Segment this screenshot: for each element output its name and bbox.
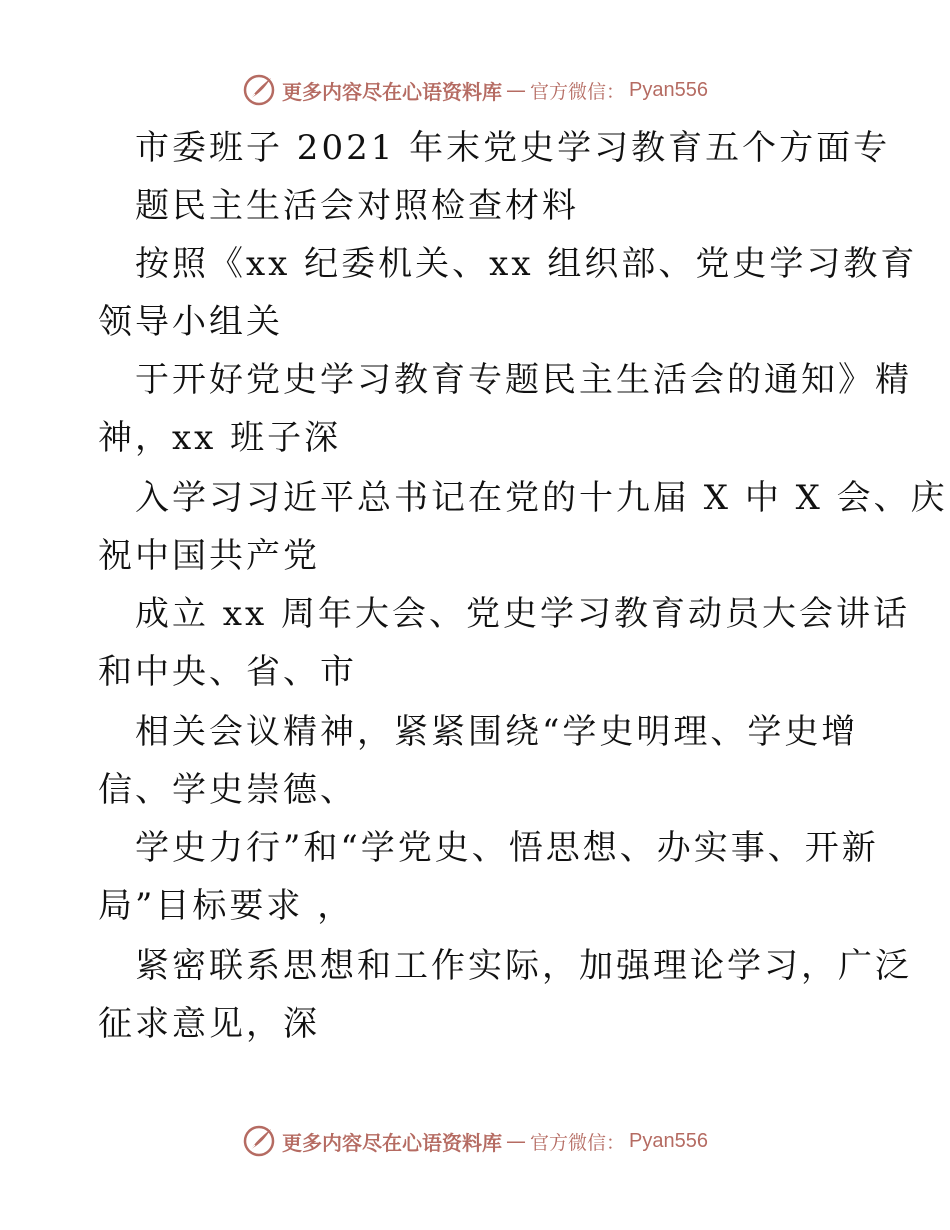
- body-line: 神，xx 班子深: [98, 418, 342, 458]
- document-title-line-1: 市委班子 2021 年末党史学习教育五个方面专: [135, 128, 891, 168]
- footer-watermark: [0, 1121, 950, 1161]
- body-line: 学史力行”和“学党史、悟思想、办实事、开新: [135, 828, 879, 868]
- header-watermark: [0, 70, 950, 110]
- body-line: 入学习习近平总书记在党的十九届 X 中 X 会、庆: [135, 478, 948, 518]
- watermark-wechat-label: 官方微信：: [530, 1131, 626, 1154]
- body-line: 紧密联系思想和工作实际，加强理论学习，广泛: [135, 946, 912, 986]
- watermark-separator: —: [506, 78, 526, 102]
- body-line: 征求意见，深: [98, 1004, 320, 1044]
- quill-logo-icon: [242, 1124, 276, 1158]
- body-line: 于开好党史学习教育专题民主生活会的通知》精: [135, 360, 912, 400]
- watermark-text: 更多内容尽在心语资料库: [282, 79, 502, 104]
- watermark-text: 更多内容尽在心语资料库: [282, 1130, 502, 1155]
- body-line: 领导小组关: [98, 302, 283, 342]
- quill-logo-icon: [242, 73, 276, 107]
- body-line: 成立 xx 周年大会、党史学习教育动员大会讲话: [135, 594, 910, 634]
- body-line: 相关会议精神，紧紧围绕“学史明理、学史增: [135, 712, 859, 752]
- body-line: 局”目标要求 ，: [98, 886, 355, 926]
- document-title-line-2: 题民主生活会对照检查材料: [135, 186, 579, 226]
- watermark-wechat-label: 官方微信：: [530, 80, 626, 103]
- watermark-wechat-id: Pyan556: [629, 78, 708, 101]
- body-line: 和中央、省、市: [98, 652, 357, 692]
- watermark-wechat-id: Pyan556: [629, 1129, 708, 1152]
- body-line: 信、学史崇德、: [98, 770, 357, 810]
- body-line: 按照《xx 纪委机关、xx 组织部、党史学习教育: [135, 244, 918, 284]
- body-line: 祝中国共产党: [98, 536, 320, 576]
- watermark-separator: —: [506, 1129, 526, 1153]
